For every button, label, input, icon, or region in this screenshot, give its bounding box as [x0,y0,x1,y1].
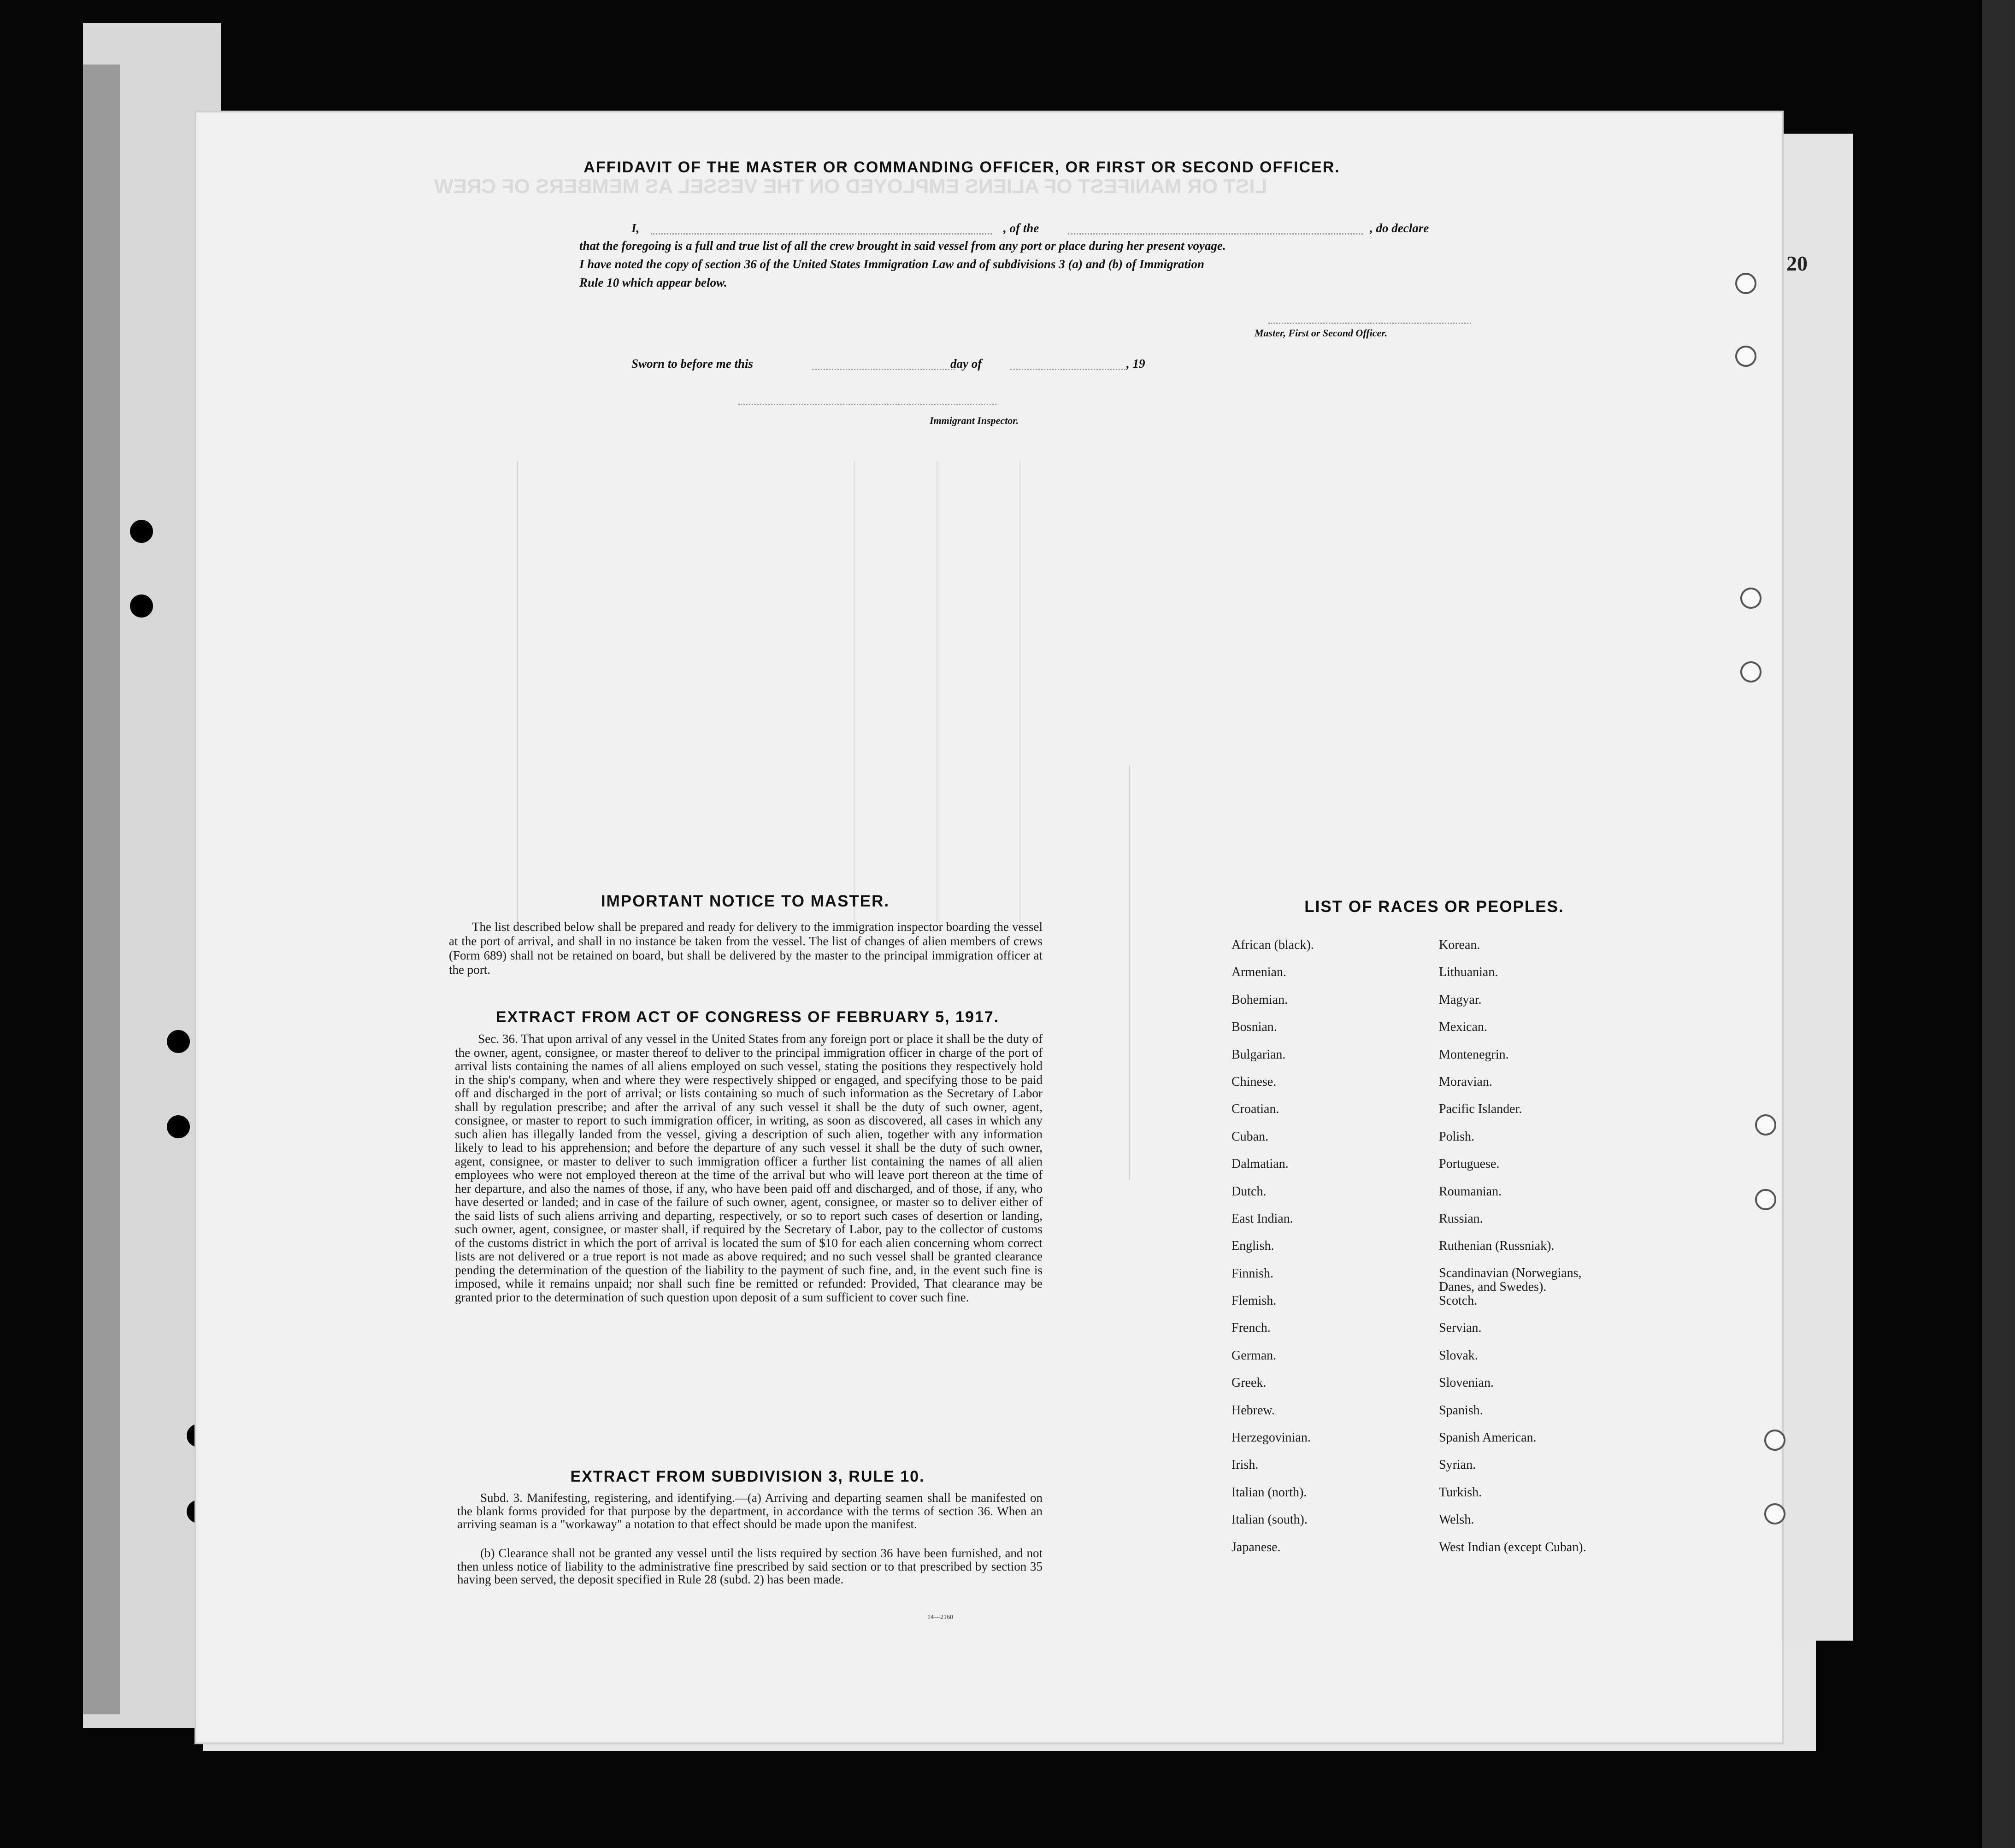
race-item: Spanish. [1439,1403,1483,1418]
form-number: 14—2160 [927,1614,953,1621]
master-label: Master, First or Second Officer. [1255,327,1388,339]
race-item: Italian (north). [1231,1485,1307,1500]
affidavit-title: AFFIDAVIT OF THE MASTER OR COMMANDING OFFICER, OR FIRST OR SECOND OFFICER. [583,159,1340,176]
race-item: Mexican. [1439,1020,1487,1035]
race-item: Greek. [1231,1376,1267,1390]
races-title: LIST OF RACES OR PEOPLES. [1304,898,1564,916]
race-item: German. [1231,1348,1277,1363]
binder-hole [167,1115,190,1138]
ghost-rule [1129,765,1130,1180]
race-item: Croatian. [1231,1102,1279,1117]
punch-hole [1764,1430,1785,1451]
race-item: Irish. [1231,1458,1259,1472]
race-item: Turkish. [1439,1485,1482,1500]
affidavit-of-the: , of the [1003,221,1039,235]
race-item: Chinese. [1231,1074,1277,1089]
act-extract-title: EXTRACT FROM ACT OF CONGRESS OF FEBRUARY 5, 1917. [495,1008,1000,1026]
race-item: Magyar. [1439,992,1482,1007]
binder-hole [130,520,153,543]
race-item: Moravian. [1439,1074,1492,1089]
binder-hole [130,594,153,618]
month-blank [1010,369,1125,370]
race-item: French. [1231,1321,1271,1336]
race-item: Italian (south). [1231,1513,1308,1527]
rule-extract-a: Subd. 3. Manifesting, registering, and identifying.—(a) Arriving and departing seamen shall be manifested on the blank forms provided for that purpose by the department, in accordance with the terms of section 36. When an arriving seaman is a "workaway" a notation to that effect should be made upon the manifest. [457,1491,1043,1531]
affidavit-line-3: I have noted the copy of section 36 of the United States Immigration Law and of subdivisions 3 (a) and (b) of Immigration [579,257,1205,271]
punch-hole [1735,273,1756,294]
races-right-column [1439,938,1660,1567]
manifest-page [194,111,1784,1744]
ghost-rule [1019,461,1020,922]
race-item: African (black). [1231,938,1314,952]
race-item: Russian. [1439,1211,1483,1226]
punch-hole [1755,1114,1776,1136]
race-item: Servian. [1439,1321,1482,1336]
race-item: Ruthenian (Russniak). [1439,1239,1555,1254]
affidavit-i: I, [631,221,640,235]
year: , 19 [1126,357,1145,371]
master-signature-line [1268,323,1471,324]
bleed-through: LIST OR MANIFEST OF ALIENS EMPLOYED ON THE VESSEL AS MEMBERS OF CREW [434,175,1267,198]
race-item: Spanish American. [1439,1430,1537,1445]
race-item: Welsh. [1439,1513,1474,1527]
race-item: Roumanian. [1439,1184,1502,1199]
race-item: West Indian (except Cuban). [1439,1540,1586,1554]
race-item: Lithuanian. [1439,965,1498,980]
race-item: Scandinavian (Norwegians, Danes, and Swedes). [1439,1265,1582,1294]
left-edge-strip [83,65,120,1714]
ghost-rule [517,461,518,922]
race-item: East Indian. [1231,1211,1293,1226]
races-left-column [1231,938,1434,1567]
race-item: Hebrew. [1231,1403,1275,1418]
rule-extract-title: EXTRACT FROM SUBDIVISION 3, RULE 10. [570,1468,925,1485]
race-item: Scotch. [1439,1294,1478,1308]
race-item: Bulgarian. [1231,1047,1286,1062]
binder-hole [167,1030,190,1053]
punch-hole [1740,588,1762,609]
race-item: Bosnian. [1231,1020,1277,1035]
day-of: day of [950,357,982,371]
race-item: Armenian. [1231,965,1286,980]
race-item: Japanese. [1231,1540,1281,1554]
rule-extract-b: (b) Clearance shall not be granted any vessel until the lists required by section 36 have been furnished, and not then unless notice of liability to the administrative fine prescribed by said section or to that prescribed by section 35 having been served, the deposit specified in Rule 28 (subd. 2) has been made. [457,1546,1043,1586]
page-number: 20 [1786,252,1808,275]
race-item: Slovenian. [1439,1376,1494,1390]
affidavit-line-4: Rule 10 which appear below. [579,276,727,289]
race-item: Flemish. [1231,1294,1277,1308]
race-item: Dalmatian. [1231,1157,1289,1171]
affidavit-line-2: that the foregoing is a full and true list of all the crew brought in said vessel from any port or place during her present voyage. [579,239,1226,253]
race-item: Montenegrin. [1439,1047,1509,1062]
race-item: Pacific Islander. [1439,1102,1522,1117]
race-item: Dutch. [1231,1184,1267,1199]
right-dark-edge [1982,0,2015,1848]
notice-title: IMPORTANT NOTICE TO MASTER. [601,892,890,910]
race-item: Syrian. [1439,1458,1476,1472]
race-item: English. [1231,1239,1274,1254]
race-item: Polish. [1439,1129,1475,1144]
notice-body: The list described below shall be prepared and ready for delivery to the immigration inspector boarding the vessel at the port of arrival, and shall in no instance be taken from the vessel. The list of changes of alien members of crews (Form 689) shall not be retained on board, but shall be delivered by the master to the principal immigration officer at the port. [449,920,1043,977]
punch-hole [1764,1503,1785,1524]
race-item: Korean. [1439,938,1480,952]
punch-hole [1735,346,1756,367]
inspector-label: Immigrant Inspector. [930,415,1019,426]
race-item: Herzegovinian. [1231,1430,1311,1445]
race-item: Finnish. [1231,1266,1274,1281]
inspector-signature-line [738,404,996,405]
race-item: Bohemian. [1231,992,1288,1007]
act-extract-body: Sec. 36. That upon arrival of any vessel in the United States from any foreign port or place it shall be the duty of the owner, agent, consignee, or master thereof to deliver to the principal immigration officer in charge of the port of arrival lists containing the names of all aliens employed on such vessel, stating the positions they respectively hold in the ship's company, when and where they were respectively shipped or engaged, and specifying those to be paid off and discharged in the port of arrival; or lists containing so much of such information as the Secretary of Labor shall by regulation prescribe; and after the arrival of any such vessel it shall be the duty of such owner, agent, consignee, or master to report to such immigration officer, in writing, as soon as discovered, all cases in which any such alien has illegally landed from the vessel, giving a description of such alien, together with any information likely to lead to his apprehension; and before the departure of any such vessel it shall be the duty of such owner, agent, consignee, or master to deliver to such immigration officer a further list containing the names of all alien employees who were not employed thereon at the time of the arrival but who will leave port thereon at the time of her departure, and also the names of those, if any, who have been paid off and discharged, and of those, if any, who have deserted or landed; and in case of the failure of such owner, agent, consignee, or master so to deliver either of the said lists of such aliens arriving and departing, respectively, or so to report such cases of desertion or landing, such owner, agent, consignee, or master shall, if required by the Secretary of Labor, pay to the collector of customs of the customs district in which the port of arrival is located the sum of $10 for each alien concerning whom correct lists are not delivered or a true report is not made as above required; and no such vessel shall be granted clearance pending the determination of the question of the liability to the payment of such fine, and, in the event such fine is imposed, while it remains unpaid; nor shall such fine be remitted or refunded: Provided, That clearance may be granted prior to the determination of such question upon deposit of a sum sufficient to cover such fine. [455,1032,1043,1304]
name-blank [651,233,992,235]
punch-hole [1740,661,1762,683]
affidavit-do-declare: , do declare [1370,221,1429,235]
punch-hole [1755,1189,1776,1210]
race-item: Cuban. [1231,1129,1269,1144]
race-item: Portuguese. [1439,1157,1500,1171]
race-item: Slovak. [1439,1348,1478,1363]
sworn-text: Sworn to before me this [631,357,754,371]
day-blank [812,369,955,370]
vessel-blank [1068,233,1363,235]
